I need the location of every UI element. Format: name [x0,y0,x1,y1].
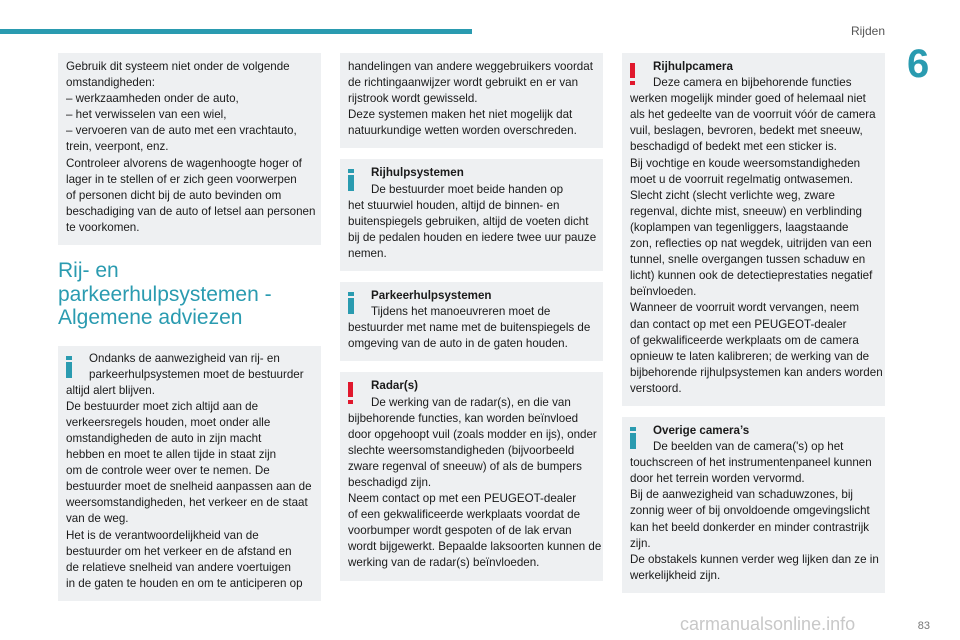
warning-box-radar [340,372,603,580]
box-title: Overige camera’s [653,423,750,437]
text-line: lager in te stellen of er zich geen voorwerpen [66,172,297,186]
text-line: of personen dicht bij de auto bevinden om [66,188,282,202]
text-line: voorbumper wordt gespoten of de lak ervan [348,524,572,538]
text-line: door opgehoopt vuil (zoals modder en ijs), onder [348,427,597,441]
text-line: weersomstandigheden, het verkeer en de staat [66,496,308,510]
text-line: Bij de aanwezigheid van schaduwzones, bij [630,488,853,502]
section-heading [58,259,321,330]
text-line: handelingen van andere weggebruikers voordat [348,60,593,73]
text-line: – het verwisselen van een wiel, [66,108,227,122]
text-line: De bestuurder moet beide handen op [371,182,564,196]
text-line: Wanneer de voorruit wordt vervangen, neem [630,301,859,315]
text-line: Deze camera en bijbehorende functies [653,76,852,90]
text-line: het stuurwiel houden, altijd de binnen- en [348,198,560,212]
text-line: bestuurder om het verkeer en de afstand en [66,544,292,558]
text-line: Het is de verantwoordelijkheid van de [66,528,259,542]
text-line: altijd alert blijven. [66,383,155,397]
text-line: of gekwalificeerde werkplaats om de camera [630,333,859,347]
info-icon [348,292,354,314]
chapter-number: 6 [907,42,930,86]
box-title: Radar(s) [371,379,419,393]
text-line: De bestuurder moet zich altijd aan de [66,399,259,413]
text-line: beschadigd zijn. [348,475,432,489]
watermark: carmanualsonline.info [680,614,856,634]
text-line: moet u de voorruit regelmatig ontwasemen. [630,172,853,186]
text-line: licht) kunnen ook de detectieprestaties negatief [630,269,873,283]
text-line: zijn. [630,536,651,550]
info-icon [66,356,72,378]
text-line: bestuurder moet de snelheid aanpassen aan de [66,480,312,494]
text-line: verstoord. [630,381,682,395]
info-icon [348,169,354,191]
text-line: beschadigd of bedekt met een sticker is. [630,140,837,154]
text-line: tunnel, snelle overgangen tussen schaduw en [630,253,866,267]
text-line: zonnig weer of bij onvoldoende omgevingslicht [630,504,870,518]
text-line: bestuurder met name met de buitenspiegels de [348,321,591,335]
text-line: van de weg. [66,512,129,526]
text-line: werking van de radar(s) beïnvloeden. [348,556,540,570]
text-line: te voorkomen. [66,220,140,234]
text-line: Ondanks de aanwezigheid van rij- en [89,351,280,365]
column-3 [622,53,885,604]
page-number: 83 [917,620,930,632]
text-line: buitenspiegels gebruiken, altijd de voeten dicht [348,214,589,228]
text-line: omgeving van de auto in de gaten houden. [348,337,568,351]
text-line: natuurkundige wetten worden overschreden. [348,124,577,138]
info-box-other-cameras [622,417,885,593]
heading-line: Rij- en [58,259,119,283]
text-line: bijbehorende rijhulpsystemen kan anders worden [630,365,883,379]
text-line: werkelijkheid zijn. [630,568,721,582]
text-line: Tijdens het manoeuvreren moet de [371,305,551,319]
box-title: Rijhulpcamera [653,60,733,73]
text-line: – vervoeren van de auto met een vrachtauto, [66,124,297,138]
text-line: om de controle weer over te nemen. De [66,464,270,478]
text-line: bij de pedalen houden en iedere twee uur pauze [348,230,597,244]
text-line: – werkzaamheden onder de auto, [66,92,239,106]
text-line: wordt bijgewerkt. Bepaalde laksoorten kunnen de [348,540,602,554]
text-line: De werking van de radar(s), en die van [371,395,571,409]
text-line: Gebruik dit systeem niet onder de volgende [66,60,290,73]
heading-line: parkeerhulpsystemen - [58,282,272,306]
info-icon [630,427,636,449]
text-line: zware regenval of sneeuw) of als de bumpers [348,459,582,473]
text-line: hebben en moet te allen tijde in staat zijn [66,448,277,462]
text-line: nemen. [348,246,387,260]
text-line: de richtingaanwijzer wordt gebruikt en er van [348,76,579,90]
text-line: werken mogelijk minder goed of helemaal niet [630,92,866,106]
text-line: De obstakels kunnen verder weg lijken dan ze in [630,552,879,566]
warning-box-driving-camera [622,53,885,406]
text-line: of een gekwalificeerde werkplaats voordat de [348,508,581,522]
text-line: verkeersregels houden, moet onder alle [66,415,271,429]
text-line: beschadiging van de auto of letsel aan personen [66,204,316,218]
text-line: omstandigheden de auto in zijn macht [66,432,262,445]
text-line: zon, reflecties op nat wegdek, uitrijden van een [630,237,872,251]
note-box-usage-conditions [58,53,321,245]
info-box-general-advice [58,346,321,601]
note-box-continued [340,53,603,148]
section-title: Rijden [850,24,885,38]
info-box-parking-aids [340,282,603,361]
box-title: Rijhulpsystemen [371,166,464,180]
chapter-progress-bar [0,29,472,34]
text-line: door het terrein worden vervormd. [630,472,805,486]
text-line: trein, veerpont, enz. [66,140,169,154]
text-line: regenval, dichte mist, sneeuw) en verblinding [630,204,862,218]
text-line: slechte weersomstandigheden (bijvoorbeeld [348,443,575,457]
text-line: rijstrook wordt gewisseld. [348,92,478,106]
text-line: touchscreen of het instrumentenpaneel kunnen [630,456,872,470]
text-line: Neem contact op met een PEUGEOT-dealer [348,492,577,506]
text-line: in de gaten te houden en om te anticiperen op [66,576,303,590]
text-line: vuil, beslagen, bevroren, bedekt met sneeuw, [630,124,863,138]
text-line: bijbehorende functies, kan worden beïnvloed [348,411,579,425]
info-box-driving-aids [340,159,603,271]
text-line: als het gedeelte van de voorruit vóór de camera [630,108,876,122]
text-line: parkeerhulpsystemen moet de bestuurder [89,367,304,381]
text-line: kan het beeld donkerder en minder contrastrijk [630,520,870,534]
text-line: beïnvloeden. [630,285,697,299]
warning-icon [630,63,636,85]
text-line: De beelden van de camera('s) op het [653,440,844,454]
column-1 [58,53,321,612]
column-2 [340,53,603,592]
text-line: Controleer alvorens de wagenhoogte hoger of [66,156,302,170]
box-title: Parkeerhulpsystemen [371,289,492,303]
text-line: Deze systemen maken het niet mogelijk dat [348,108,573,122]
text-line: opnieuw te laten kalibreren; de werking van de [630,349,870,363]
text-line: dan contact op met een PEUGEOT-dealer [630,317,847,331]
warning-icon [348,382,354,404]
text-line: Slecht zicht (slecht verlichte weg, zware [630,188,835,202]
text-line: omstandigheden: [66,76,155,90]
text-line: de relatieve snelheid van andere voertuigen [66,560,291,574]
heading-line: Algemene adviezen [58,306,243,330]
text-line: Bij vochtige en koude weersomstandigheden [630,156,861,170]
text-line: (koplampen van tegenliggers, laagstaande [630,220,849,234]
